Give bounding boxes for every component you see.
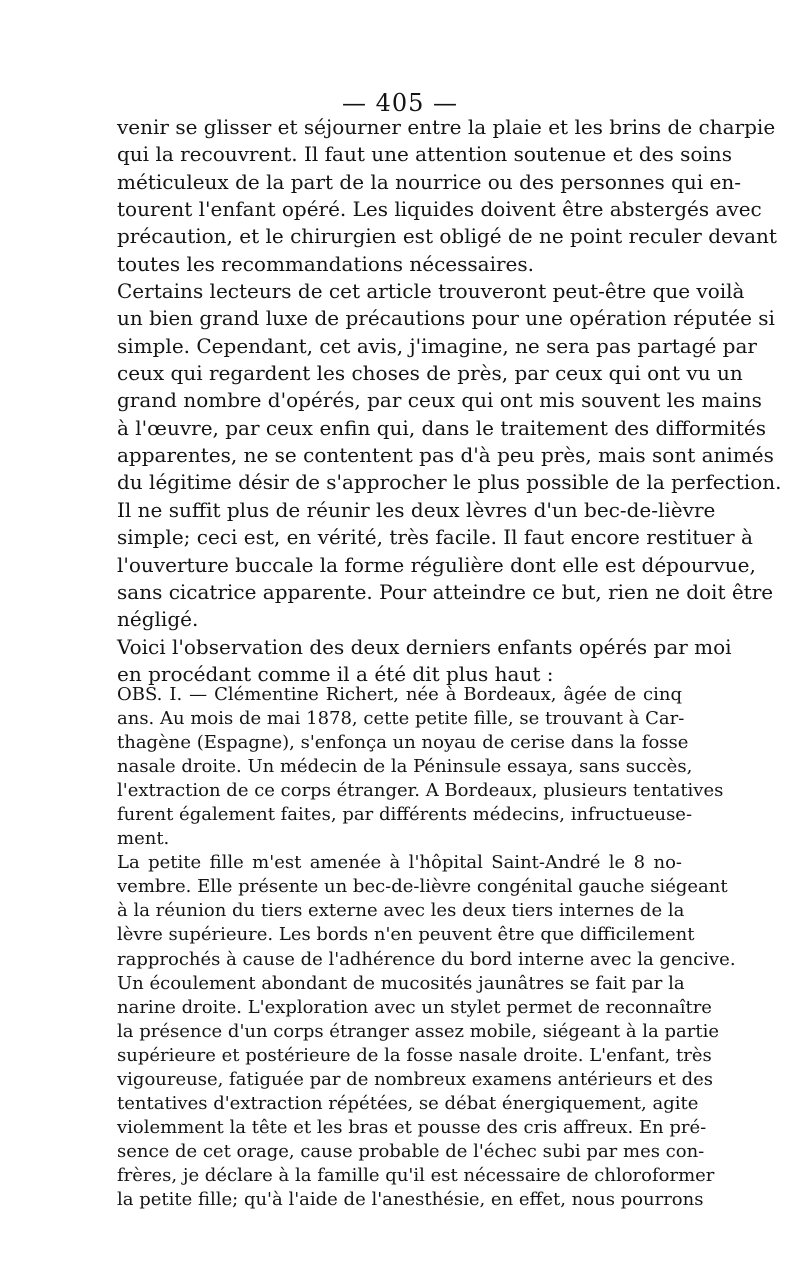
text-line: sence de cet orage, cause probable de l'échec subi par mes con- bbox=[117, 1140, 705, 1162]
observation-text bbox=[117, 683, 736, 1212]
text-line: sans cicatrice apparente. Pour atteindre ce but, rien ne doit être bbox=[117, 579, 774, 604]
text-line: tourent l'enfant opéré. Les liquides doivent être abstergés avec bbox=[117, 197, 762, 222]
text-line: vembre. Elle présente un bec-de-lièvre congénital gauche siégeant bbox=[117, 876, 728, 898]
text-line: venir se glisser et séjourner entre la plaie et les brins de charpie bbox=[117, 115, 776, 139]
observation-paragraph bbox=[117, 851, 736, 971]
text-line: précaution, et le chirurgien est obligé de ne point reculer devant bbox=[117, 224, 777, 249]
text-line: nasale droite. Un médecin de la Péninsule essaya, sans succès, bbox=[117, 756, 693, 778]
main-paragraph bbox=[117, 278, 782, 633]
text-line: l'ouverture buccale la forme régulière dont elle est dépourvue, bbox=[117, 552, 756, 577]
text-line: lèvre supérieure. Les bords n'en peuvent être que difficilement bbox=[117, 924, 695, 946]
text-line: supérieure et postérieure de la fosse nasale droite. L'enfant, très bbox=[117, 1044, 712, 1066]
text-line: Certains lecteurs de cet article trouveront peut-être que voilà bbox=[117, 279, 745, 304]
text-line: à l'œuvre, par ceux enfin qui, dans le traitement des difformités bbox=[117, 415, 766, 440]
text-line: toutes les recommandations nécessaires. bbox=[117, 251, 535, 276]
text-line: Voici l'observation des deux derniers enfants opérés par moi bbox=[117, 634, 732, 659]
text-line: furent également faites, par différents médecins, infructueuse- bbox=[117, 804, 693, 826]
text-line: négligé. bbox=[117, 607, 199, 632]
text-line: ceux qui regardent les choses de près, par ceux qui ont vu un bbox=[117, 361, 743, 386]
text-line: à la réunion du tiers externe avec les deux tiers internes de la bbox=[117, 900, 685, 922]
text-line: ans. Au mois de mai 1878, cette petite fille, se trouvant à Car- bbox=[117, 708, 685, 730]
text-line: thagène (Espagne), s'enfonça un noyau de cerise dans la fosse bbox=[117, 732, 689, 754]
text-line: vigoureuse, fatiguée par de nombreux examens antérieurs et des bbox=[117, 1068, 714, 1090]
main-paragraph bbox=[117, 634, 732, 689]
text-line: la petite fille; qu'à l'aide de l'anesthésie, en effet, nous pourrons bbox=[117, 1188, 704, 1210]
observation-paragraph bbox=[117, 972, 719, 1212]
page-number: — 405 — bbox=[341, 89, 459, 117]
text-line: simple; ceci est, en vérité, très facile. Il faut encore restituer à bbox=[117, 525, 753, 550]
text-line: méticuleux de la part de la nourrice ou des personnes qui en- bbox=[117, 169, 741, 194]
text-line: ment. bbox=[117, 828, 170, 850]
text-line: Il ne suffit plus de réunir les deux lèvres d'un bec-de-lièvre bbox=[117, 497, 716, 522]
text-line: la présence d'un corps étranger assez mobile, siégeant à la partie bbox=[117, 1020, 719, 1042]
text-line: un bien grand luxe de précautions pour une opération réputée si bbox=[117, 306, 775, 331]
text-line: apparentes, ne se contentent pas d'à peu près, mais sont animés bbox=[117, 443, 774, 468]
text-line: Un écoulement abondant de mucosités jaunâtres se fait par la bbox=[117, 972, 685, 994]
main-text bbox=[117, 114, 782, 688]
text-line: en procédant comme il a été dit plus haut : bbox=[117, 661, 554, 686]
text-line: tentatives d'extraction répétées, se débat énergiquement, agite bbox=[117, 1092, 699, 1114]
text-line: rapprochés à cause de l'adhérence du bord interne avec la gencive. bbox=[117, 948, 736, 970]
observation-paragraph bbox=[117, 683, 724, 851]
text-line: La petite fille m'est amenée à l'hôpital Saint-André le 8 no- bbox=[117, 852, 682, 874]
text-line: narine droite. L'exploration avec un stylet permet de reconnaître bbox=[117, 996, 712, 1018]
text-line: grand nombre d'opérés, par ceux qui ont mis souvent les mains bbox=[117, 388, 762, 413]
text-line: du légitime désir de s'approcher le plus possible de la perfection. bbox=[117, 470, 782, 495]
text-line: frères, je déclare à la famille qu'il est nécessaire de chloroformer bbox=[117, 1164, 715, 1186]
text-line: qui la recouvrent. Il faut une attention soutenue et des soins bbox=[117, 142, 732, 167]
text-line: l'extraction de ce corps étranger. A Bordeaux, plusieurs tentatives bbox=[117, 780, 724, 802]
text-line: violemment la tête et les bras et pousse des cris affreux. En pré- bbox=[117, 1116, 707, 1138]
main-paragraph bbox=[117, 114, 777, 278]
text-line: simple. Cependant, cet avis, j'imagine, ne sera pas partagé par bbox=[117, 333, 757, 358]
text-line: OBS. I. — Clémentine Richert, née à Bordeaux, âgée de cinq bbox=[117, 684, 682, 705]
